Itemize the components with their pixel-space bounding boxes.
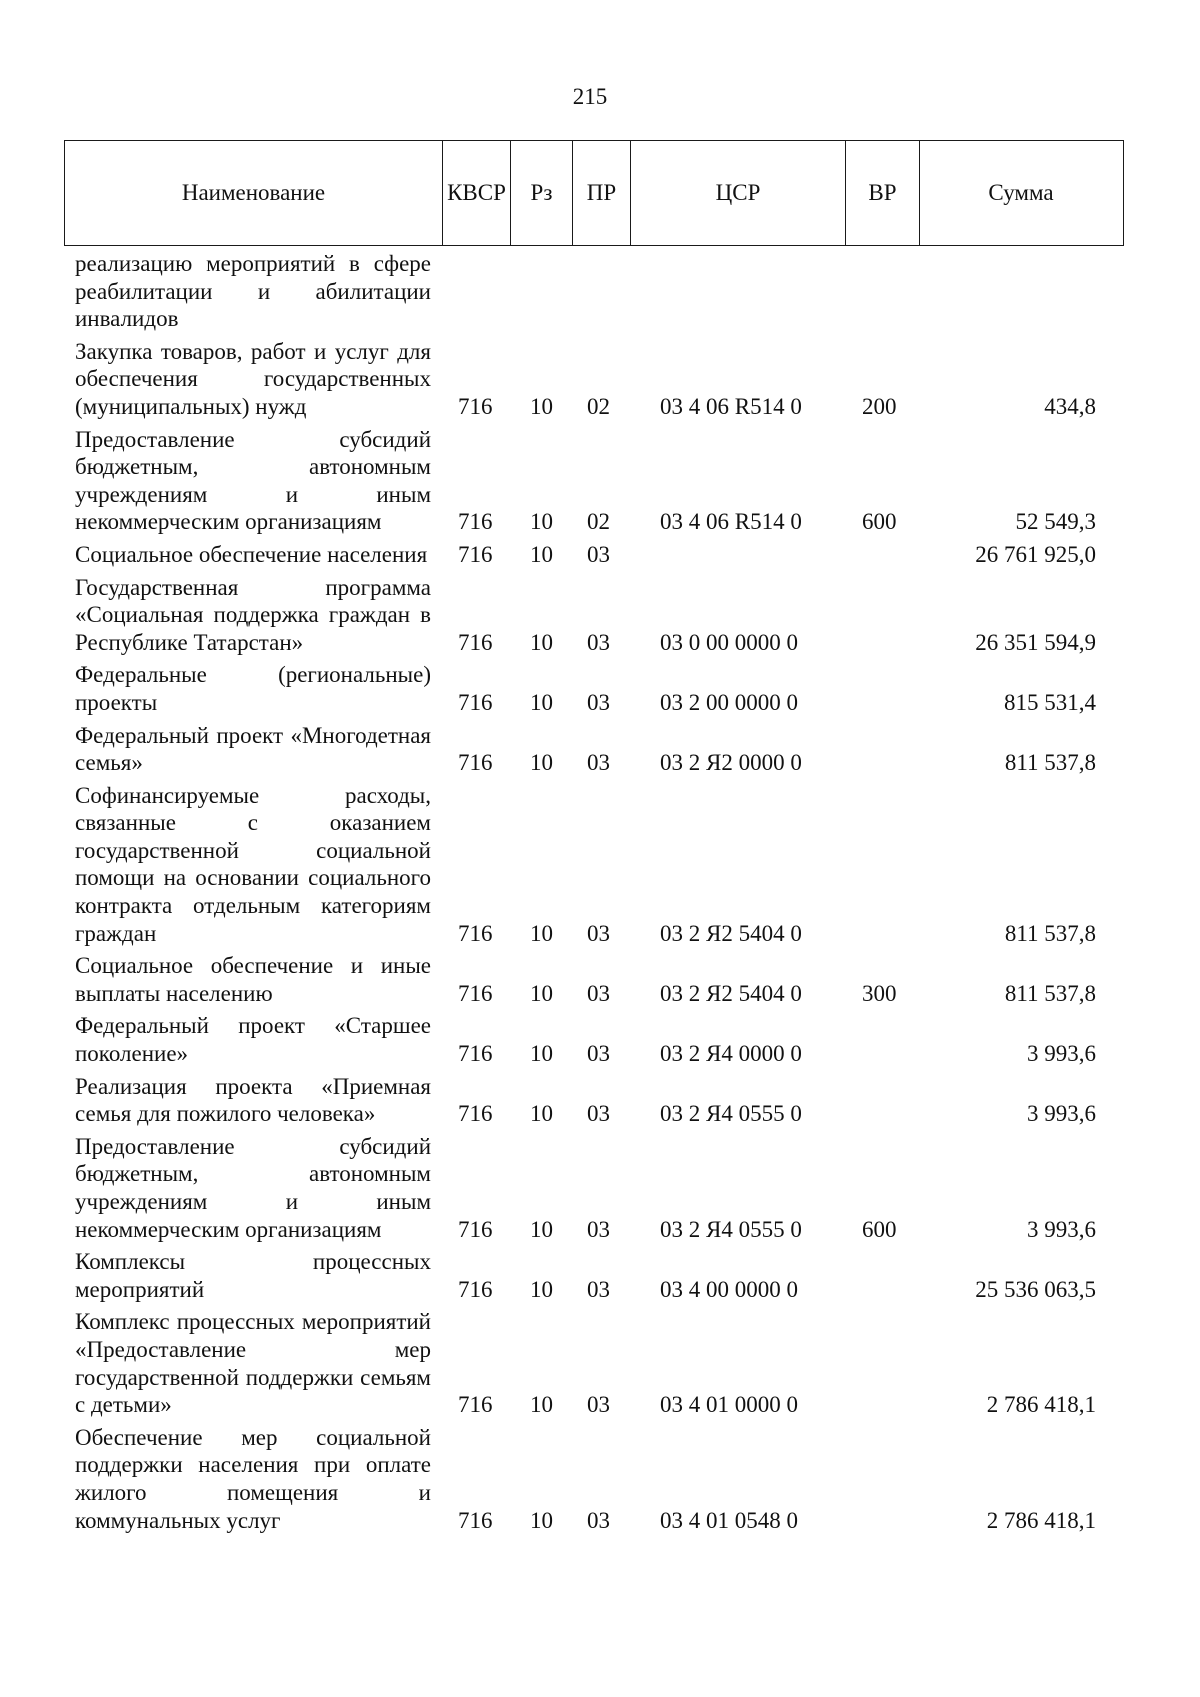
row-pr: 03: [587, 1216, 610, 1242]
row-rz: 10: [530, 1101, 553, 1127]
row-csr: 03 2 Я4 0555 0: [660, 1216, 802, 1242]
row-rz: 10: [530, 1507, 553, 1533]
row-kvsr: 716: [458, 1507, 493, 1533]
row-name: Предоставление субсидий бюджетным, автономным учреждениям и иным некоммерческим организациям: [75, 426, 431, 535]
row-pr: 03: [587, 750, 610, 776]
page-number: 215: [572, 84, 608, 109]
row-rz: 10: [530, 1216, 553, 1242]
row-kvsr: 716: [458, 1392, 493, 1418]
table-row: [0, 1308, 1200, 1418]
row-rz: 10: [530, 920, 553, 946]
row-vr: 600: [862, 1216, 897, 1242]
table-row: [0, 1073, 1200, 1128]
row-csr: 03 4 01 0000 0: [660, 1392, 798, 1418]
row-name: Государственная программа «Социальная поддержка граждан в Республике Татарстан»: [75, 574, 431, 655]
row-name: Предоставление субсидий бюджетным, автономным учреждениям и иным некоммерческим организациям: [75, 1133, 431, 1242]
row-name: Федеральный проект «Многодетная семья»: [75, 722, 431, 776]
row-name: Социальное обеспечение населения: [75, 541, 428, 567]
row-name: Обеспечение мер социальной поддержки населения при оплате жилого помещения и коммунальных услуг: [75, 1424, 431, 1533]
table-row: [0, 426, 1200, 536]
row-sum: 52 549,3: [1015, 509, 1096, 535]
row-name: Реализация проекта «Приемная семья для пожилого человека»: [75, 1073, 431, 1127]
row-name: Закупка товаров, работ и услуг для обеспечения государственных (муниципальных) нужд: [75, 338, 431, 419]
row-sum: 26 761 925,0: [975, 541, 1096, 567]
row-pr: 02: [587, 393, 610, 419]
row-csr: 03 4 06 R514 0: [660, 393, 802, 419]
row-pr: 03: [587, 629, 610, 655]
row-sum: 811 537,8: [1004, 920, 1096, 946]
row-name: реализацию мероприятий в сфере реабилитации и абилитации инвалидов: [75, 251, 431, 332]
row-kvsr: 716: [458, 1276, 493, 1302]
row-sum: 2 786 418,1: [986, 1392, 1096, 1418]
row-csr: 03 4 01 0548 0: [660, 1507, 798, 1533]
row-vr: 200: [862, 393, 897, 419]
row-csr: 03 2 Я2 0000 0: [660, 750, 802, 776]
row-sum: 3 993,6: [1027, 1101, 1096, 1127]
row-name: Федеральные (региональные) проекты: [75, 662, 431, 715]
table-row: [0, 661, 1200, 716]
table-row: [0, 250, 1200, 333]
row-name: Социальное обеспечение и иные выплаты населению: [75, 953, 431, 1006]
row-rz: 10: [530, 1276, 553, 1302]
table-row: [0, 541, 1200, 569]
row-csr: 03 2 Я4 0555 0: [660, 1101, 802, 1127]
row-sum: 815 531,4: [1004, 689, 1096, 715]
column-header-csr: ЦСР: [630, 141, 845, 245]
row-rz: 10: [530, 1041, 553, 1067]
row-pr: 03: [587, 920, 610, 946]
row-kvsr: 716: [458, 541, 493, 567]
row-rz: 10: [530, 750, 553, 776]
row-pr: 03: [587, 980, 610, 1006]
table-row: [0, 1424, 1200, 1534]
row-pr: 03: [587, 1392, 610, 1418]
row-pr: 03: [587, 541, 610, 567]
row-pr: 03: [587, 1507, 610, 1533]
row-name: Комплекс процессных мероприятий «Предоставление мер государственной поддержки семьям с детьми»: [75, 1309, 431, 1418]
row-sum: 434,8: [1044, 393, 1096, 419]
row-sum: 811 537,8: [1004, 980, 1096, 1006]
table-row: [0, 1012, 1200, 1067]
column-header-vr: ВР: [845, 141, 919, 245]
row-csr: 03 2 Я4 0000 0: [660, 1041, 802, 1067]
row-csr: 03 2 Я2 5404 0: [660, 980, 802, 1006]
row-kvsr: 716: [458, 920, 493, 946]
row-rz: 10: [530, 1392, 553, 1418]
row-vr: 600: [862, 509, 897, 535]
row-sum: 3 993,6: [1027, 1041, 1096, 1067]
row-kvsr: 716: [458, 689, 493, 715]
row-rz: 10: [530, 509, 553, 535]
column-header-pr: ПР: [572, 141, 630, 245]
row-sum: 2 786 418,1: [986, 1507, 1096, 1533]
row-csr: 03 2 Я2 5404 0: [660, 920, 802, 946]
row-pr: 02: [587, 509, 610, 535]
row-pr: 03: [587, 1276, 610, 1302]
table-header: [64, 140, 1124, 246]
row-pr: 03: [587, 1041, 610, 1067]
row-sum: 811 537,8: [1004, 750, 1096, 776]
row-kvsr: 716: [458, 509, 493, 535]
table-row: [0, 782, 1200, 948]
row-sum: 26 351 594,9: [975, 629, 1096, 655]
row-kvsr: 716: [458, 980, 493, 1006]
row-csr: 03 2 00 0000 0: [660, 689, 798, 715]
table-row: [0, 574, 1200, 657]
row-csr: 03 0 00 0000 0: [660, 629, 798, 655]
row-csr: 03 4 00 0000 0: [660, 1276, 798, 1302]
row-kvsr: 716: [458, 1101, 493, 1127]
row-kvsr: 716: [458, 1216, 493, 1242]
column-header-name: Наименование: [181, 180, 326, 205]
row-csr: 03 4 06 R514 0: [660, 509, 802, 535]
column-header-sum: Сумма: [919, 141, 1122, 245]
row-name: Комплексы процессных мероприятий: [75, 1249, 431, 1302]
row-kvsr: 716: [458, 393, 493, 419]
row-kvsr: 716: [458, 1041, 493, 1067]
row-rz: 10: [530, 541, 553, 567]
table-row: [0, 952, 1200, 1007]
row-sum: 3 993,6: [1027, 1216, 1096, 1242]
row-sum: 25 536 063,5: [975, 1276, 1096, 1302]
row-pr: 03: [587, 1101, 610, 1127]
table-body: [0, 250, 1200, 1539]
row-rz: 10: [530, 689, 553, 715]
row-rz: 10: [530, 393, 553, 419]
row-name: Софинансируемые расходы, связанные с оказанием государственной социальной помощи на основании социального контракта отдельным категориям граждан: [75, 782, 431, 946]
row-pr: 03: [587, 689, 610, 715]
row-rz: 10: [530, 629, 553, 655]
column-header-rz: Рз: [510, 141, 572, 245]
table-row: [0, 722, 1200, 777]
row-rz: 10: [530, 980, 553, 1006]
row-vr: 300: [862, 980, 897, 1006]
row-kvsr: 716: [458, 629, 493, 655]
row-kvsr: 716: [458, 750, 493, 776]
column-header-kvsr: КВСР: [442, 141, 510, 245]
table-row: [0, 1133, 1200, 1243]
row-name: Федеральный проект «Старшее поколение»: [75, 1013, 431, 1067]
table-row: [0, 1248, 1200, 1303]
table-row: [0, 338, 1200, 421]
